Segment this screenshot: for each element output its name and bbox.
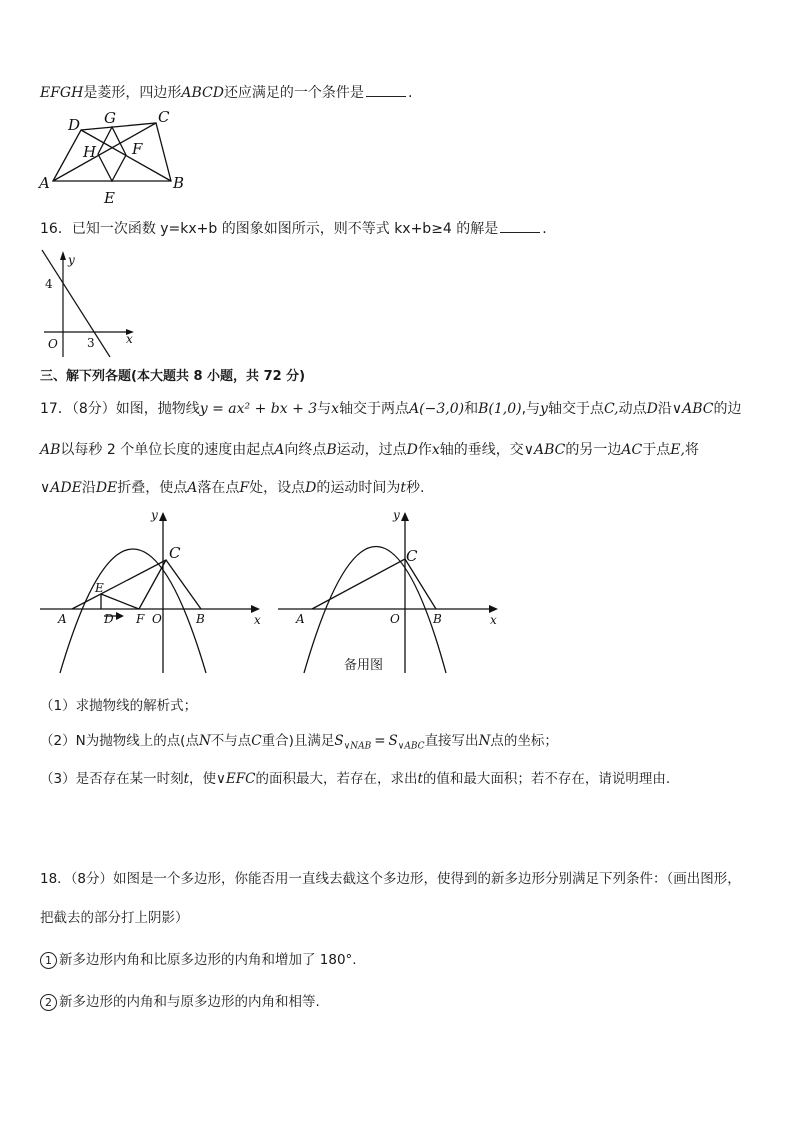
q15-text-b: 是菱形，四边形 xyxy=(83,85,182,101)
q15-label-h: H xyxy=(83,143,97,161)
q17-l1-h: 的边 xyxy=(713,401,742,417)
q17-p2-s1: S xyxy=(334,733,344,749)
q17-l3-pointD: D xyxy=(305,480,317,496)
q17-l1-c: 轴交于两点 xyxy=(339,401,410,417)
q17-l3-e: 的运动时间为 xyxy=(316,480,401,496)
q17-l1-d: ,与 xyxy=(521,401,541,417)
q17-l3-tri: ∨ADE xyxy=(40,480,82,496)
q17-line2 xyxy=(40,440,699,460)
q17-l3-f: 秒. xyxy=(405,480,425,496)
q15-label-f: F xyxy=(132,140,143,158)
q17-l3-d: 处，设点 xyxy=(249,480,306,496)
q17-f1-x-arrowhead xyxy=(251,605,260,613)
q16-x-label: x xyxy=(126,332,133,346)
q17-f2-triangle-abc xyxy=(312,559,436,609)
q17-l2-tri: ∨ABC xyxy=(523,442,566,458)
q17-p2-sub1: ∨NAB xyxy=(343,741,372,752)
q17-l2-a: 以每秒 2 个单位长度的速度由起点 xyxy=(60,442,275,458)
q16-answer-blank[interactable] xyxy=(500,218,540,233)
q17-l1-a: 17．（8分）如图，抛物线 xyxy=(40,401,200,417)
q15-text-d: 还应满足的一个条件是 xyxy=(223,85,364,101)
q17-f2-x-arrowhead xyxy=(489,605,498,613)
q17-f2-b-label: B xyxy=(433,612,442,626)
q18-condition-2 xyxy=(40,992,320,1012)
q17-l2-h: 将 xyxy=(684,442,699,458)
q15-answer-blank[interactable] xyxy=(366,82,406,97)
q17-f2-o-label: O xyxy=(390,612,400,626)
q16-y-arrow xyxy=(60,251,66,260)
q17-l3-t: t xyxy=(400,480,406,496)
q15-label-a: A xyxy=(39,174,50,192)
q17-f1-e-label: E xyxy=(95,581,104,595)
q16-question: 16．已知一次函数 y=kx+b 的图象如图所示，则不等式 kx+b≥4 的解是 xyxy=(40,221,499,237)
q17-p3-tri: ∨EFC xyxy=(216,771,256,787)
q15-efgh: EFGH xyxy=(40,85,84,101)
q17-p2-e: 点的坐标； xyxy=(490,733,558,749)
q17-f1-d-label: D xyxy=(104,612,114,626)
q17-part3 xyxy=(40,769,670,789)
q17-l1-pointD: D xyxy=(646,401,658,417)
q16-three-label: 3 xyxy=(87,336,95,350)
q17-l1-eq: y = ax² + bx + 3 xyxy=(199,401,318,417)
q18-line2: 把截去的部分打上阴影） xyxy=(40,910,189,926)
q17-p2-c: 重合)且满足 xyxy=(261,733,335,749)
q17-l1-pointB: B(1,0) xyxy=(478,401,522,417)
q17-l2-ac: AC xyxy=(621,442,643,458)
q17-l3-pointA: A xyxy=(187,480,198,496)
q17-l2-c: 运动，过点 xyxy=(336,442,407,458)
q17-f1-y-arrowhead xyxy=(159,512,167,521)
q17-f1-ef xyxy=(101,594,139,609)
q17-l3-c: 落在点 xyxy=(197,480,240,496)
q17-l2-ab: AB xyxy=(40,442,61,458)
q17-l1-b: 与 xyxy=(317,401,332,417)
q17-figure-main xyxy=(38,505,268,677)
q17-l2-e: 轴的垂线，交 xyxy=(439,442,524,458)
q17-l3-b: 折叠，使点 xyxy=(117,480,188,496)
q18-condition-1 xyxy=(40,950,357,970)
q17-f2-x-label: x xyxy=(490,613,497,627)
q17-f2-a-label: A xyxy=(296,612,305,626)
q17-f1-triangle-abc xyxy=(72,560,201,609)
q17-l2-f: 的另一边 xyxy=(565,442,622,458)
q17-p2-equals: = xyxy=(374,733,386,749)
q17-p3-c: 的面积最大，若存在，求出 xyxy=(255,771,418,787)
q17-l3-de: DE xyxy=(95,480,118,496)
q16-origin-label: O xyxy=(48,337,58,351)
q17-f1-a-label: A xyxy=(58,612,67,626)
q17-l1-e: 轴交于点 xyxy=(547,401,604,417)
q17-p2-n: N xyxy=(198,733,211,749)
q17-line1 xyxy=(40,399,741,419)
q17-l2-pointB: B xyxy=(326,442,337,458)
q17-p2-sub2: ∨ABC xyxy=(397,741,425,752)
q16-text xyxy=(40,218,547,239)
q17-p3-t: t xyxy=(183,771,190,787)
q17-f2-parabola xyxy=(304,547,446,674)
q17-f2-y-label: y xyxy=(393,508,400,522)
q17-f2-c-label: C xyxy=(406,547,418,565)
q16-end: . xyxy=(542,221,547,237)
q17-l1-f: 动点 xyxy=(618,401,647,417)
q17-f1-o-label: O xyxy=(152,612,162,626)
q15-figure xyxy=(36,108,196,208)
q17-p2-a: （2）N为抛物线上的点(点 xyxy=(40,733,199,749)
section-3-heading: 三、解下列各题(本大题共 8 小题，共 72 分) xyxy=(40,369,306,384)
q17-p2-c-point: C xyxy=(251,733,262,749)
q17-f1-c-label: C xyxy=(169,544,181,562)
q15-label-g: G xyxy=(104,109,116,127)
q17-part2 xyxy=(40,731,558,757)
q17-p2-d: 直接写出 xyxy=(424,733,479,749)
q17-p3-d: 的值和最大面积；若不存在，请说明理由. xyxy=(422,771,671,787)
q17-l2-pointA: A xyxy=(274,442,285,458)
q17-figure-spare xyxy=(276,505,504,677)
q18-c2-text: 新多边形的内角和与原多边形的内角和相等. xyxy=(59,994,320,1010)
q17-p2-b: 不与点 xyxy=(210,733,252,749)
circled-number-icon: 2 xyxy=(40,994,57,1011)
q17-l1-pointC: C, xyxy=(603,401,619,417)
q15-end: . xyxy=(407,85,413,101)
q17-p3-t2: t xyxy=(417,771,423,787)
q16-four-label: 4 xyxy=(45,277,53,291)
q17-f2-y-arrowhead xyxy=(401,512,409,521)
q17-f1-b-label: B xyxy=(196,612,205,626)
q18-c1-text: 新多边形内角和比原多边形的内角和增加了 180°. xyxy=(59,952,357,968)
q17-l1-tri: ∨ABC xyxy=(671,401,714,417)
q17-l2-pointD: D xyxy=(406,442,418,458)
circled-number-icon: 1 xyxy=(40,952,57,969)
q15-text xyxy=(40,82,412,103)
q15-label-b: B xyxy=(173,174,185,192)
q15-label-d: D xyxy=(68,116,81,134)
q17-l1-pointA: A(−3,0) xyxy=(409,401,465,417)
q17-l2-x: x xyxy=(431,442,440,458)
q17-f1-f-label: F xyxy=(136,612,145,626)
q17-l1-and: 和 xyxy=(464,401,479,417)
q16-graph xyxy=(36,245,146,360)
q17-f1-parabola xyxy=(60,549,206,673)
q17-p2-n2: N xyxy=(478,733,491,749)
q17-l3-pointF: F xyxy=(239,480,250,496)
q15-label-c: C xyxy=(158,108,170,126)
q17-p3-a: （3）是否存在某一时刻 xyxy=(40,771,184,787)
q17-l2-pointE: E, xyxy=(670,442,685,458)
q17-line3 xyxy=(40,478,424,498)
q17-l2-b: 向终点 xyxy=(284,442,327,458)
q17-f1-motion-arrowhead xyxy=(116,612,124,620)
q17-f1-x-label: x xyxy=(254,613,261,627)
q17-l1-y: y xyxy=(540,401,548,417)
q17-p2-s2: S xyxy=(388,733,398,749)
q17-l3-a: 沿 xyxy=(81,480,96,496)
q16-y-label: y xyxy=(68,253,75,267)
q17-p3-b: ，使 xyxy=(189,771,217,787)
q17-l1-g: 沿 xyxy=(657,401,672,417)
q17-part1: （1）求抛物线的解析式； xyxy=(40,698,198,714)
q15-abcd: ABCD xyxy=(181,85,224,101)
q17-l2-d: 作 xyxy=(417,442,432,458)
q17-l2-g: 于点 xyxy=(642,442,671,458)
q17-l1-x: x xyxy=(331,401,340,417)
q17-f1-y-label: y xyxy=(151,508,158,522)
q17-f2-caption: 备用图 xyxy=(344,658,384,673)
q15-label-e: E xyxy=(104,189,115,207)
q18-line1: 18．（8分）如图是一个多边形，你能否用一直线去截这个多边形，使得到的新多边形分别满足下列条件：（画出图形， xyxy=(40,871,741,887)
